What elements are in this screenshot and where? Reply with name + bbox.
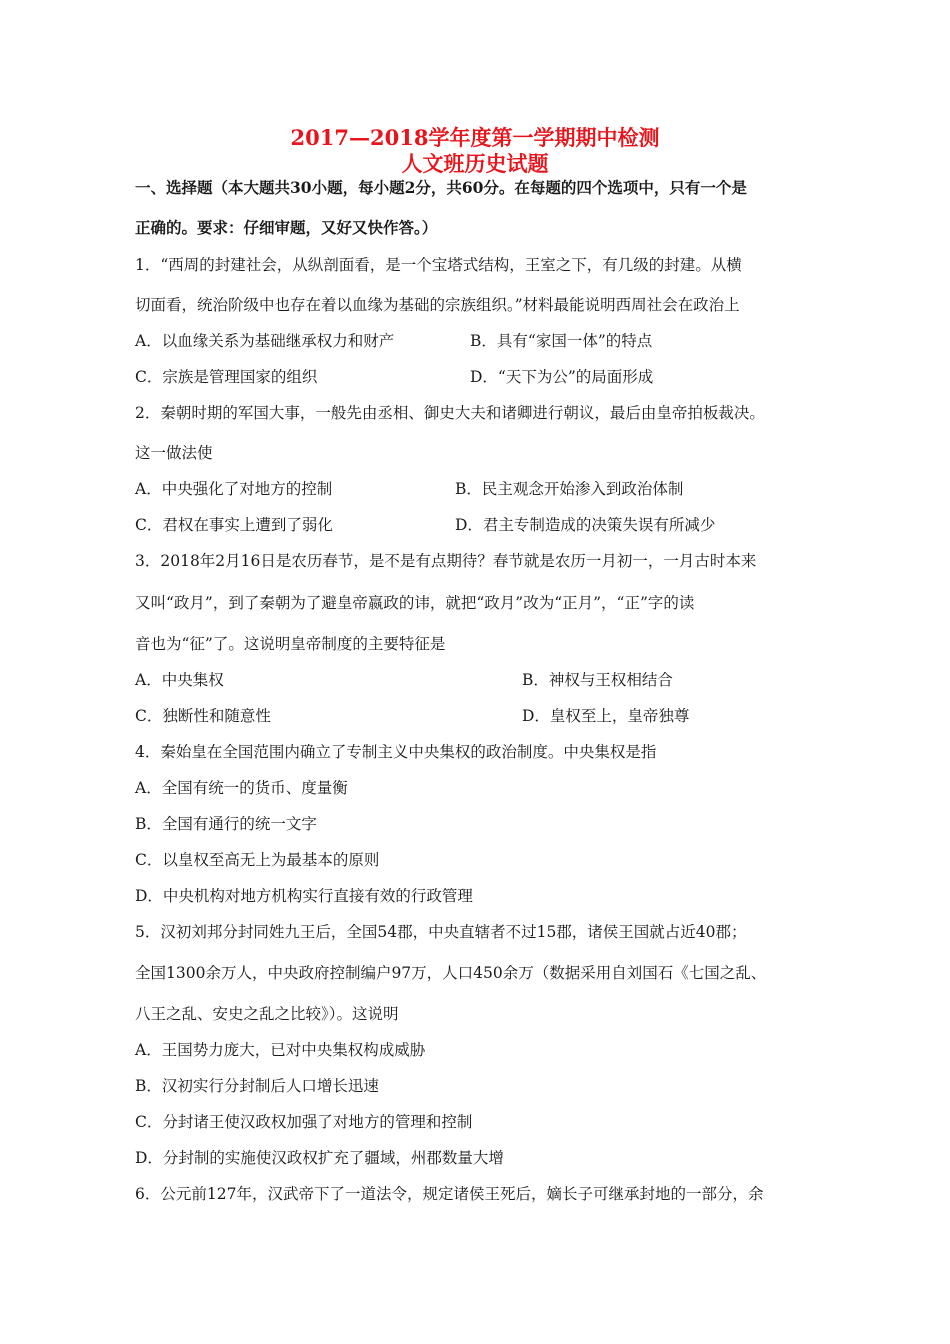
section-heading-line-1: 一、选择题（本大题共30小题，每小题2分，共60分。在每题的四个选项中，只有一个是 bbox=[135, 178, 747, 197]
question-1-line-2: 切面看，统治阶级中也存在着以血缘为基础的宗族组织。”材料最能说明西周社会在政治上 bbox=[135, 296, 740, 314]
question-2-line-2: 这一做法使 bbox=[135, 444, 213, 462]
question-5-line-1: 5．汉初刘邦分封同姓九王后，全国54郡，中央直辖者不过15郡，诸侯王国就占近40郡； bbox=[135, 923, 747, 941]
question-3-line-1: 3．2018年2月16日是农历春节，是不是有点期待？春节就是农历一月初一，一月古时本来 bbox=[135, 552, 757, 570]
question-2-option-d: D．君主专制造成的决策失误有所减少 bbox=[455, 516, 716, 534]
question-1-option-d: D．“天下为公”的局面形成 bbox=[470, 368, 654, 386]
question-3-option-a: A．中央集权 bbox=[135, 671, 224, 689]
section-heading-line-2: 正确的。要求：仔细审题，又好又快作答。） bbox=[135, 218, 438, 237]
exam-title: 2017—2018学年度第一学期期中检测 bbox=[290, 125, 660, 150]
question-4-option-d: D．中央机构对地方机构实行直接有效的行政管理 bbox=[135, 887, 473, 905]
question-5-option-a: A．王国势力庞大，已对中央集权构成威胁 bbox=[135, 1041, 426, 1059]
question-1-option-c: C．宗族是管理国家的组织 bbox=[135, 368, 318, 386]
question-5-line-2: 全国1300余万人，中央政府控制编户97万，人口450余万（数据采用自刘国石《七国之乱、 bbox=[135, 964, 767, 982]
question-6-line-1: 6．公元前127年，汉武帝下了一道法令，规定诸侯王死后，嫡长子可继承封地的一部分，余 bbox=[135, 1185, 764, 1203]
question-3-line-2: 又叫“政月”，到了秦朝为了避皇帝嬴政的讳，就把“政月”改为“正月”，“正”字的读 bbox=[135, 594, 695, 612]
question-4-option-a: A．全国有统一的货币、度量衡 bbox=[135, 779, 348, 797]
question-4-line-1: 4．秦始皇在全国范围内确立了专制主义中央集权的政治制度。中央集权是指 bbox=[135, 743, 657, 761]
question-5-option-c: C．分封诸王使汉政权加强了对地方的管理和控制 bbox=[135, 1113, 473, 1131]
question-4-option-b: B．全国有通行的统一文字 bbox=[135, 815, 317, 833]
question-2-option-a: A．中央强化了对地方的控制 bbox=[135, 480, 333, 498]
question-2-line-1: 2．秦朝时期的军国大事，一般先由丞相、御史大夫和诸卿进行朝议，最后由皇帝拍板裁决。 bbox=[135, 404, 765, 422]
question-3-option-c: C．独断性和随意性 bbox=[135, 707, 271, 725]
exam-subtitle: 人文班历史试题 bbox=[401, 151, 549, 176]
question-3-line-3: 音也为“征”了。这说明皇帝制度的主要特征是 bbox=[135, 635, 446, 653]
question-2-option-c: C．君权在事实上遭到了弱化 bbox=[135, 516, 333, 534]
question-1-line-1: 1．“西周的封建社会，从纵剖面看，是一个宝塔式结构，王室之下，有几级的封建。从横 bbox=[135, 256, 742, 274]
question-3-option-b: B．神权与王权相结合 bbox=[522, 671, 673, 689]
question-5-option-d: D．分封制的实施使汉政权扩充了疆域，州郡数量大增 bbox=[135, 1149, 504, 1167]
question-1-option-b: B．具有“家国一体”的特点 bbox=[470, 332, 653, 350]
question-5-line-3: 八王之乱、安史之乱之比较》）。这说明 bbox=[135, 1005, 399, 1023]
question-2-option-b: B．民主观念开始渗入到政治体制 bbox=[455, 480, 684, 498]
question-4-option-c: C．以皇权至高无上为最基本的原则 bbox=[135, 851, 380, 869]
question-3-option-d: D．皇权至上，皇帝独尊 bbox=[522, 707, 690, 725]
question-5-option-b: B．汉初实行分封制后人口增长迅速 bbox=[135, 1077, 379, 1095]
question-1-option-a: A．以血缘关系为基础继承权力和财产 bbox=[135, 332, 395, 350]
